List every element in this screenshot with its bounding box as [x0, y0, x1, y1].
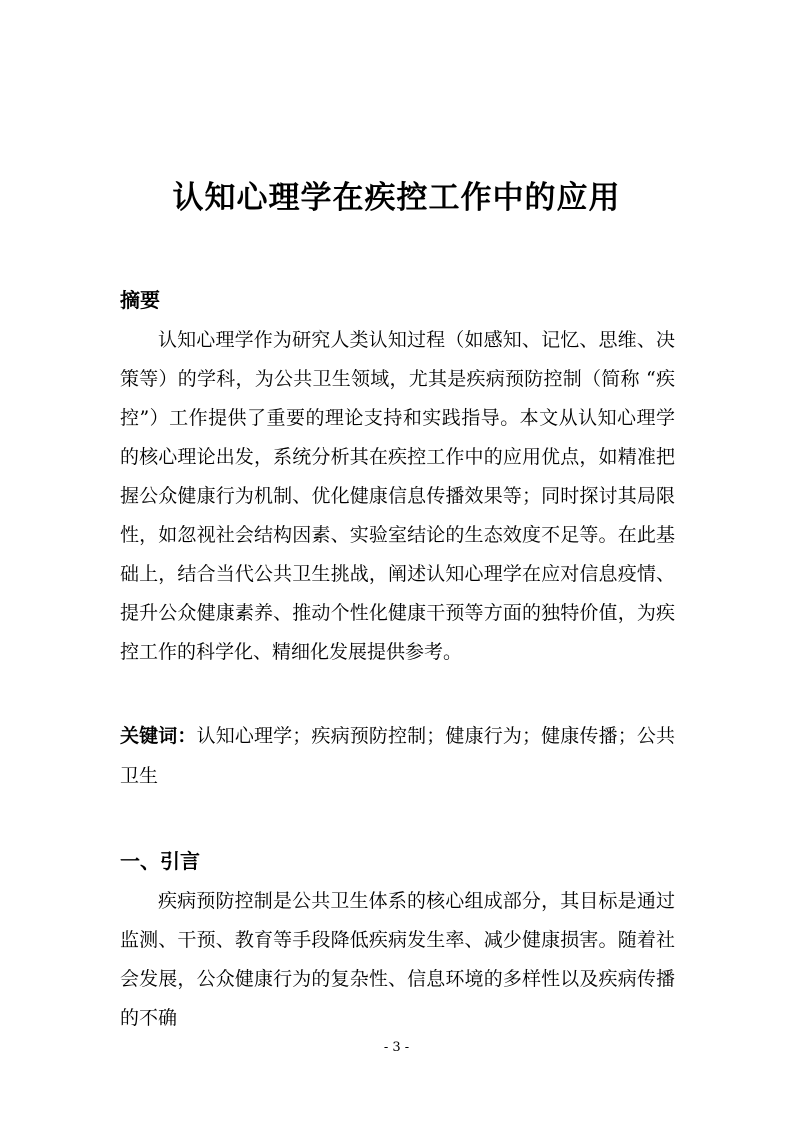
page-number: - 3 -: [383, 1040, 410, 1055]
abstract-heading: 摘要: [120, 288, 160, 312]
keywords-text: 认知心理学；疾病预防控制；健康行为；健康传播；公共卫生: [120, 725, 675, 787]
keywords-paragraph: [120, 716, 675, 796]
section-heading-introduction: 一、引言: [120, 849, 200, 873]
abstract-paragraph: 认知心理学作为研究人类认知过程（如感知、记忆、思维、决策等）的学科，为公共卫生领域，尤其是疾病预防控制（简称 “疾控”）工作提供了重要的理论支持和实践指导。本文从认知心理学的核心理论出发，系统分析其在疾控工作中的应用优点，如精准把握公众健康行为机制、优化健康信息传播效果等；同时探讨其局限性，如忽视社会结构因素、实验室结论的生态效度不足等。在此基础上，结合当代公共卫生挑战，阐述认知心理学在应对信息疫情、提升公众健康素养、推动个性化健康干预等方面的独特价值，为疾控工作的科学化、精细化发展提供参考。: [120, 329, 675, 663]
introduction-paragraph: 疾病预防控制是公共卫生体系的核心组成部分，其目标是通过监测、干预、教育等手段降低疾病发生率、减少健康损害。随着社会发展，公众健康行为的复杂性、信息环境的多样性以及疾病传播的不确: [120, 890, 675, 1029]
document-title: 认知心理学在疾控工作中的应用: [172, 180, 621, 216]
keywords-label: 关键词：: [120, 725, 197, 747]
